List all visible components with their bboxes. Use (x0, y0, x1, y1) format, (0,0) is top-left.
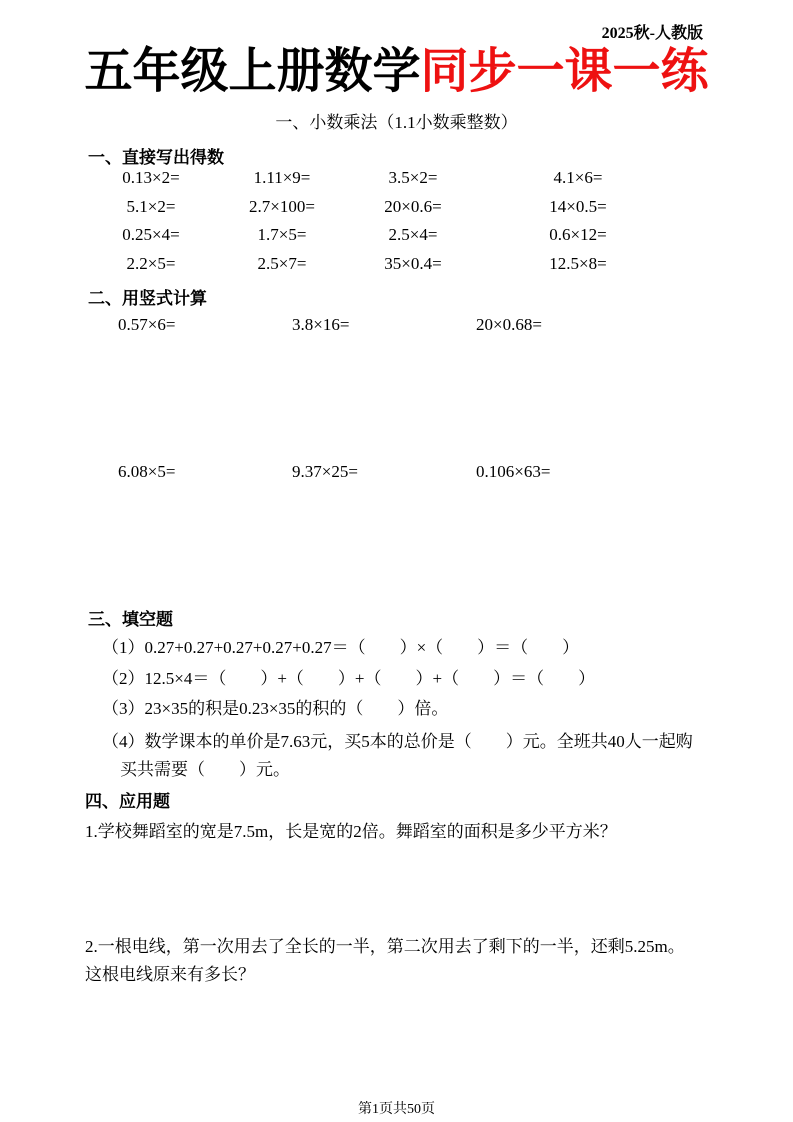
math-problem: 14×0.5= (549, 196, 607, 216)
fill-blank-item: （3）23×35的积是0.23×35的积的（ ）倍。 (102, 699, 449, 718)
math-problem: 2.5×4= (388, 225, 438, 245)
problem-row (86, 250, 678, 279)
math-problem: 3.5×2= (388, 168, 438, 188)
math-problem: 2.2×5= (126, 253, 176, 273)
math-problem: 12.5×8= (549, 253, 607, 273)
math-problem: 20×0.6= (384, 196, 442, 216)
math-problem: 0.57×6= (118, 315, 176, 334)
math-problem: 0.25×4= (122, 225, 180, 245)
word-problem-item-line2: 这根电线原来有多长？ (85, 965, 255, 984)
section2-problem-row (118, 315, 542, 335)
math-problem: 1.11×9= (253, 168, 311, 188)
math-problem: 2.5×7= (257, 253, 307, 273)
math-problem: 0.13×2= (122, 168, 180, 188)
title-series: 同步一课一练 (420, 45, 709, 98)
math-problem: 2.7×100= (249, 196, 315, 216)
section4-heading: 四、应用题 (85, 792, 170, 811)
section2-problem-row (118, 462, 550, 482)
page-title (0, 42, 793, 102)
edition-label: 2025秋-人教版 (601, 25, 703, 42)
fill-blank-item: （1）0.27+0.27+0.27+0.27+0.27＝（ ）×（ ）＝（ ） (102, 638, 580, 657)
section1-heading: 一、直接写出得数 (88, 148, 224, 167)
problem-row (86, 193, 678, 222)
math-problem: 1.7×5= (257, 225, 307, 245)
title-course: 五年级上册数学 (84, 45, 421, 98)
section1-oral-problems (86, 164, 678, 278)
fill-blank-item-line1: （4）数学课本的单价是7.63元，买5本的总价是（ ）元。全班共40人一起购 (102, 732, 693, 751)
math-problem: 35×0.4= (384, 253, 442, 273)
word-problem-item: 1.学校舞蹈室的宽是7.5m，长是宽的2倍。舞蹈室的面积是多少平方米？ (85, 822, 617, 841)
math-problem: 4.1×6= (553, 168, 603, 188)
math-problem: 20×0.68= (476, 315, 542, 334)
math-problem: 3.8×16= (292, 315, 350, 334)
lesson-subtitle: 一、小数乘法（1.1小数乘整数） (275, 113, 518, 132)
page-footer: 第1页共50页 (358, 1102, 435, 1117)
word-problem-item-line1: 2.一根电线，第一次用去了全长的一半，第二次用去了剩下的一半，还剩5.25m。 (85, 937, 685, 956)
math-problem: 0.106×63= (476, 462, 551, 481)
problem-row (86, 221, 678, 250)
fill-blank-item-line2: 买共需要（ ）元。 (120, 760, 290, 779)
math-problem: 6.08×5= (118, 462, 176, 481)
section2-heading: 二、用竖式计算 (88, 289, 207, 308)
section3-heading: 三、填空题 (88, 610, 173, 629)
math-problem: 0.6×12= (549, 225, 607, 245)
problem-row (86, 164, 678, 193)
fill-blank-item: （2）12.5×4＝（ ）+（ ）+（ ）+（ ）＝（ ） (102, 669, 596, 688)
math-problem: 9.37×25= (292, 462, 358, 481)
math-problem: 5.1×2= (126, 196, 176, 216)
